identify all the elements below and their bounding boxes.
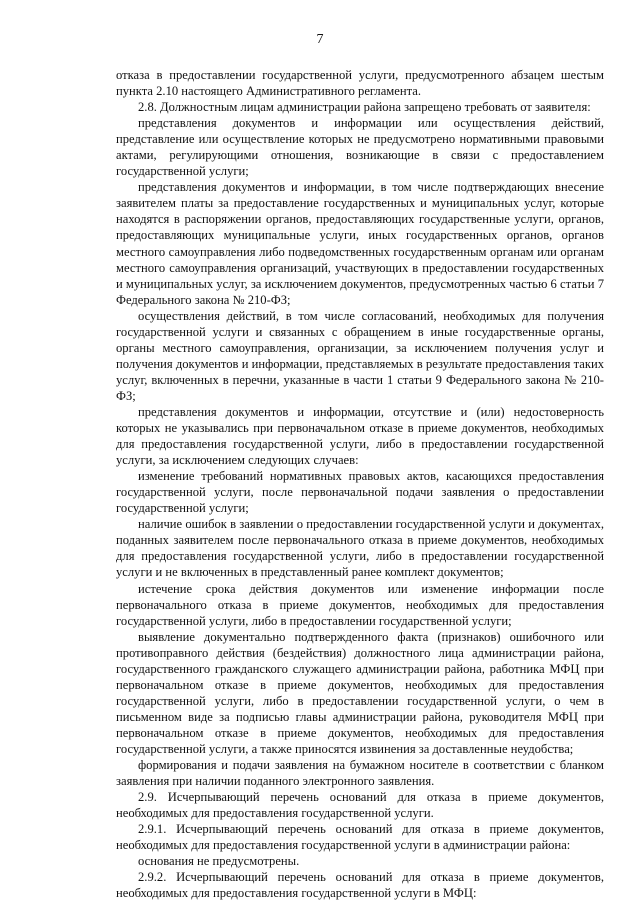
paragraph-6: представления документов и информации, отсутствие и (или) недостоверность которых не указывались при первоначальном отказе в приеме документов, необходимых для предоставления государственной услуги, либо в предоставлении государственной услуги, за исключением следующих случаев:	[116, 404, 604, 468]
paragraph-3: представления документов и информации или осуществления действий, представление или осуществление которых не предусмотрено нормативными правовыми актами, регулирующими отношения, возникающие в связи с предоставлением государственной услуги;	[116, 116, 604, 179]
paragraph-1: отказа в предоставлении государственной услуги, предусмотренного абзацем шестым пункта 2.10 настоящего Административного регламента.	[116, 68, 604, 99]
paragraph-8: наличие ошибок в заявлении о предоставлении государственной услуги и документах, поданных заявителем после первоначального отказа в приеме документов, необходимых для предоставления государственной услуги, либо в предоставлении государственной услуги и не включенных в представленный ранее комплект документов;	[116, 517, 604, 580]
paragraph-12: 2.9. Исчерпывающий перечень оснований для отказа в приеме документов, необходимых для предоставления государственной услуги.	[116, 790, 604, 821]
paragraph-14: основания не предусмотрены.	[138, 854, 300, 869]
page-number: 7	[316, 32, 324, 47]
document-body	[116, 67, 604, 901]
paragraph-2: 2.8. Должностным лицам администрации района запрещено требовать от заявителя:	[138, 100, 591, 115]
paragraph-9: истечение срока действия документов или изменение информации после первоначального отказа в приеме документов, необходимых для предоставления государственной услуги, либо в предоставлении государственной услуги;	[116, 581, 604, 628]
paragraph-15: 2.9.2. Исчерпывающий перечень оснований для отказа в приеме документов, необходимых для предоставления государственной услуги в МФЦ:	[116, 870, 604, 901]
paragraph-7: изменение требований нормативных правовых актов, касающихся предоставления государственной услуги, после первоначальной подачи заявления о предоставлении государственной услуги;	[116, 469, 604, 516]
paragraph-11: формирования и подачи заявления на бумажном носителе в соответствии с бланком заявления при наличии поданного электронного заявления.	[116, 758, 604, 789]
paragraph-10: выявление документально подтвержденного факта (признаков) ошибочного или противоправного действия (бездействия) должностного лица администрации района, государственного гражданского служащего администрации района, работника МФЦ при первоначальном отказе в приеме документов, необходимых для предоставления государственной услуги, либо в предоставлении государственной услуги, о чем в письменном виде за подписью главы администрации района, руководителя МФЦ при первоначальном отказе в приеме документов, необходимых для предоставления государственной услуги, а также приносятся извинения за доставленные неудобства;	[116, 629, 604, 756]
paragraph-5: осуществления действий, в том числе согласований, необходимых для получения государственной услуги и связанных с обращением в иные государственные органы, органы местного самоуправления, организации, за исключением получения услуг и получения документов и информации, представляемых в результате предоставления таких услуг, включенных в перечни, указанные в части 1 статьи 9 Федерального закона № 210-ФЗ;	[116, 308, 604, 403]
paragraph-4: представления документов и информации, в том числе подтверждающих внесение заявителем платы за предоставление государственных и муниципальных услуг, которые находятся в распоряжении органов, предоставляющих государственные услуги, органов, предоставляющих муниципальные услуги, иных государственных органов, органов местного самоуправления либо подведомственных государственным органам или органам местного самоуправления организаций, участвующих в предоставлении государственных и муниципальных услуг, за исключением документов, предусмотренных частью 6 статьи 7 Федерального закона № 210-ФЗ;	[116, 180, 604, 307]
paragraph-13: 2.9.1. Исчерпывающий перечень оснований для отказа в приеме документов, необходимых для предоставления государственной услуги в администрации района:	[116, 822, 604, 853]
